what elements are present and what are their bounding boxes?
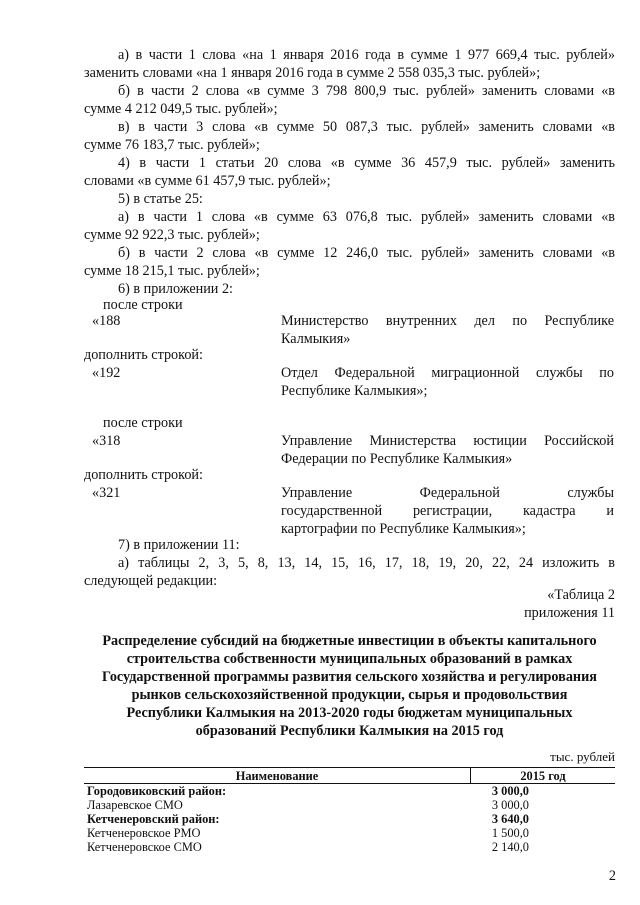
table-row bbox=[84, 826, 615, 840]
text-line: 4) в части 1 статьи 20 слова «в сумме 36 457,9 тыс. рублей» заменить bbox=[118, 155, 615, 171]
row-name-cell: Лазаревское СМО bbox=[87, 798, 183, 812]
row-value-cell: 3 000,0 bbox=[491, 798, 529, 812]
amendment-5b bbox=[84, 244, 615, 280]
text-line: в) в части 3 слова «в сумме 50 087,3 тыс. рублей» заменить словами «в bbox=[118, 119, 615, 135]
text-line: следующей редакции: bbox=[84, 573, 218, 589]
units-label: тыс. рублей bbox=[550, 749, 615, 764]
text-line: 7) в приложении 11: bbox=[118, 537, 240, 553]
row-name bbox=[281, 484, 614, 538]
row-code: «321 bbox=[92, 485, 121, 501]
text-line: Министерство внутренних дел по Республике bbox=[281, 313, 614, 329]
row-name-cell: Кетченеровское РМО bbox=[87, 826, 201, 840]
title-line: образований Республики Калмыкия на 2015 год bbox=[195, 723, 504, 739]
row-code: «318 bbox=[92, 433, 121, 449]
table-row bbox=[84, 840, 615, 854]
text-line: заменить словами «на 1 января 2016 года в сумме 2 558 035,3 тыс. рублей»; bbox=[84, 65, 541, 81]
row-name bbox=[281, 364, 614, 400]
row-code: «192 bbox=[92, 365, 121, 381]
text-line: словами «в сумме 61 457,9 тыс. рублей»; bbox=[84, 173, 331, 189]
text-line: Отдел Федеральной миграционной службы по bbox=[281, 365, 614, 381]
text-line: Калмыкия» bbox=[281, 331, 351, 347]
page-number: 2 bbox=[608, 868, 616, 884]
amendment-5-article25 bbox=[84, 190, 615, 208]
row-name-cell: Кетченеровское СМО bbox=[87, 840, 202, 854]
title-line: рынков сельскохозяйственной продукции, сырья и продовольствия bbox=[131, 687, 568, 703]
row-value-cell: 2 140,0 bbox=[491, 840, 529, 854]
after-row-label: после строки bbox=[103, 297, 183, 313]
row-value-cell: 1 500,0 bbox=[491, 826, 529, 840]
text-line: сумме 76 183,7 тыс. рублей»; bbox=[84, 137, 260, 153]
row-name-cell: Кетченеровский район: bbox=[87, 812, 220, 826]
text-line: Республике Калмыкия»; bbox=[281, 383, 428, 399]
add-row-label: дополнить строкой: bbox=[84, 347, 203, 363]
table-row bbox=[84, 812, 615, 826]
text-line: сумме 92 922,3 тыс. рублей»; bbox=[84, 227, 260, 243]
row-name-cell: Городовиковский район: bbox=[87, 784, 227, 798]
text-line: б) в части 2 слова «в сумме 3 798 800,9 тыс. рублей» заменить словами «в bbox=[118, 83, 615, 99]
after-row-label: после строки bbox=[103, 415, 183, 431]
text-line: а) в части 1 слова «в сумме 63 076,8 тыс. рублей» заменить словами «в bbox=[118, 209, 615, 225]
text-line: сумме 4 212 049,5 тыс. рублей»; bbox=[84, 101, 278, 117]
text-line: Федерации по Республике Калмыкия» bbox=[281, 451, 513, 467]
text-line: 5) в статье 25: bbox=[118, 191, 203, 207]
text-line: а) таблицы 2, 3, 5, 8, 13, 14, 15, 16, 17, 18, 19, 20, 22, 24 изложить в bbox=[118, 555, 615, 571]
title-line: строительства собственности муниципальных образований в рамках bbox=[126, 651, 573, 667]
row-name bbox=[281, 312, 614, 348]
row-name bbox=[281, 432, 614, 468]
row-value-cell: 3 640,0 bbox=[491, 812, 529, 826]
amendment-5a bbox=[84, 208, 615, 244]
amendment-v-part3 bbox=[84, 118, 615, 154]
amendment-7-appendix11 bbox=[84, 536, 615, 590]
row-code: «188 bbox=[92, 313, 121, 329]
text-line: Управление Федеральной службы bbox=[281, 485, 614, 501]
title-line: Республики Калмыкия на 2013-2020 годы бюджетам муниципальных bbox=[126, 705, 573, 721]
table-ref-line: приложения 11 bbox=[524, 605, 615, 621]
text-line: б) в части 2 слова «в сумме 12 246,0 тыс. рублей» заменить словами «в bbox=[118, 245, 615, 261]
table-row bbox=[84, 798, 615, 812]
amendment-b-part2 bbox=[84, 82, 615, 118]
row-value-cell: 3 000,0 bbox=[491, 784, 529, 798]
text-line: картографии по Республике Калмыкия»; bbox=[281, 521, 526, 537]
amendment-4-article20 bbox=[84, 154, 615, 190]
table-title bbox=[84, 632, 615, 740]
subsidies-table bbox=[84, 767, 615, 854]
text-line: Управление Министерства юстиции Российской bbox=[281, 433, 614, 449]
text-line: 6) в приложении 2: bbox=[118, 281, 233, 297]
column-header-name: Наименование bbox=[84, 768, 471, 784]
title-line: Государственной программы развития сельского хозяйства и регулирования bbox=[102, 669, 597, 685]
text-line: государственной регистрации, кадастра и bbox=[281, 503, 614, 519]
table-ref-line: «Таблица 2 bbox=[547, 587, 615, 603]
text-line: а) в части 1 слова «на 1 января 2016 года в сумме 1 977 669,4 тыс. рублей» bbox=[118, 47, 615, 63]
amendment-a-part1 bbox=[84, 46, 615, 82]
table-header-row bbox=[84, 768, 615, 784]
table-row bbox=[84, 784, 615, 799]
add-row-label: дополнить строкой: bbox=[84, 467, 203, 483]
column-header-year: 2015 год bbox=[471, 768, 616, 784]
text-line: сумме 18 215,1 тыс. рублей»; bbox=[84, 263, 260, 279]
title-line: Распределение субсидий на бюджетные инвестиции в объекты капитального bbox=[102, 633, 597, 649]
table-reference bbox=[524, 586, 615, 622]
